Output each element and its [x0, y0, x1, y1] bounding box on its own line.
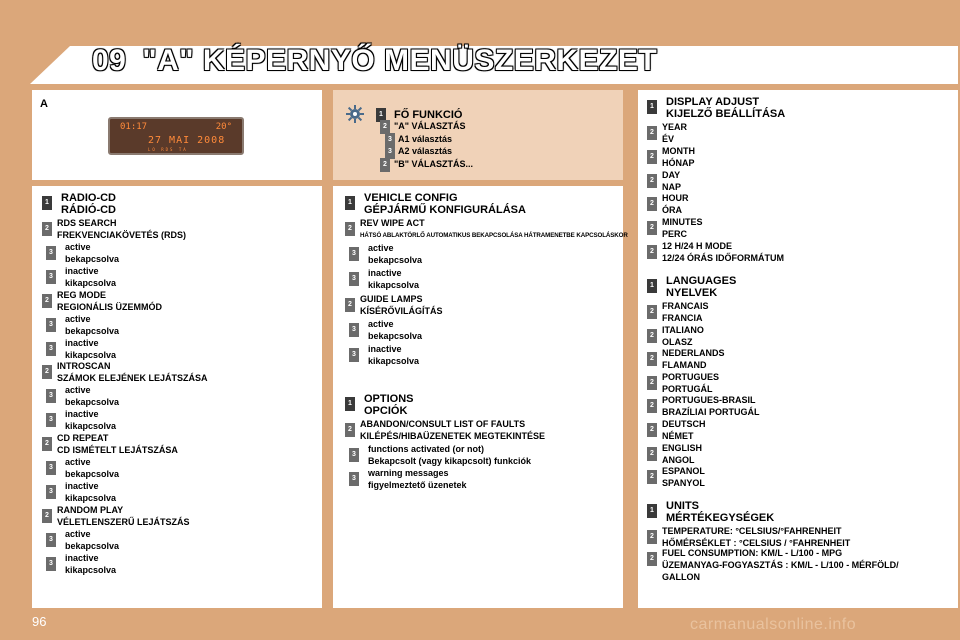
level-3-badge: 3 — [349, 323, 359, 337]
menu-item-label: GUIDE LAMPS — [360, 293, 423, 304]
section-subtitle: NYELVEK — [666, 287, 718, 299]
level-2-badge: 2 — [647, 376, 657, 390]
level-3-badge: 3 — [46, 485, 56, 499]
menu-item-sublabel: bekapcsolva — [368, 255, 423, 266]
menu-item-label: MONTH — [662, 145, 695, 156]
menu-item-label: 12 H/24 H MODE — [662, 241, 733, 251]
menu-item-label: ABANDON/CONSULT LIST OF FAULTS — [360, 419, 526, 429]
menu-item-sublabel: 12/24 ÓRÁS IDŐFORMÁTUM — [662, 253, 785, 263]
menu-item-label: inactive — [65, 337, 99, 348]
menu-item-sublabel: bekapcsolva — [368, 330, 423, 341]
menu-item-sublabel: ÓRA — [662, 205, 682, 216]
menu-item-sublabel: bekapcsolva — [65, 325, 120, 336]
level-2-badge: 2 — [345, 298, 355, 312]
menu-item-label: NEDERLANDS — [662, 348, 725, 359]
level-3-badge: 3 — [46, 318, 56, 332]
level-2-badge: 2 — [345, 222, 355, 236]
level-2-badge: 2 — [647, 447, 657, 461]
level-1-badge: 1 — [345, 196, 355, 210]
level-2-badge: 2 — [345, 423, 355, 437]
lcd-sub: LO RDS TA — [148, 147, 188, 152]
level-2-badge: 2 — [42, 365, 52, 379]
lcd-time: 01:17 — [120, 122, 148, 132]
menu-item-label: active — [65, 241, 91, 252]
menu-item-label: HOUR — [662, 193, 689, 204]
level-3-badge: 3 — [46, 246, 56, 260]
menu-item-label: DEUTSCH — [662, 419, 706, 429]
menu-item-sublabel: ÜZEMANYAG-FOGYASZTÁS : KM/L - L/100 - MÉRFÖLD/ — [662, 560, 899, 570]
menu-item-label: warning messages — [368, 468, 449, 478]
menu-item-sublabel: FREKVENCIAKÖVETÉS (RDS) — [57, 230, 187, 240]
menu-item-sublabel: BRAZÍLIAI PORTUGÁL — [662, 407, 760, 418]
level-2-badge: 2 — [380, 158, 390, 172]
level-2-badge: 2 — [647, 329, 657, 343]
menu-item-sublabel: kikapcsolva — [65, 564, 117, 575]
menu-item-label: RDS SEARCH — [57, 218, 117, 228]
level-2-badge: 2 — [647, 352, 657, 366]
menu-item-label: inactive — [368, 344, 402, 354]
menu-item-sublabel: FRANCIA — [662, 313, 703, 323]
level-2-badge: 2 — [647, 423, 657, 437]
section-subtitle: RÁDIÓ-CD — [61, 204, 116, 216]
menu-item-label: active — [65, 385, 91, 396]
settings-icon — [345, 104, 365, 124]
menu-item-sublabel: OLASZ — [662, 336, 693, 347]
level-2-badge: 2 — [647, 552, 657, 566]
watermark: carmanualsonline.info — [690, 616, 857, 633]
section-title: VEHICLE CONFIG — [364, 192, 458, 204]
section-title: DISPLAY ADJUST — [666, 96, 760, 108]
main-function-item: FŐ FUNKCIÓ — [394, 109, 463, 121]
menu-item-sublabel: NÉMET — [662, 431, 694, 441]
section-subtitle: KIJELZŐ BEÁLLÍTÁSA — [666, 108, 786, 120]
menu-item-label: INTROSCAN — [57, 361, 111, 372]
menu-item-label: active — [65, 457, 91, 467]
menu-item-sublabel: HÁTSÓ ABLAKTÖRLŐ AUTOMATIKUS BEKAPCSOLÁSA HÁTRAMENETBE KAPCSOLÁSKOR — [360, 232, 628, 239]
menu-item-label: RANDOM PLAY — [57, 504, 124, 515]
menu-item-label: ESPANOL — [662, 466, 705, 477]
level-3-badge: 3 — [46, 413, 56, 427]
level-3-badge: 3 — [349, 448, 359, 462]
level-3-badge: 3 — [349, 272, 359, 286]
menu-item-label: REV WIPE ACT — [360, 218, 425, 228]
level-3-badge: 3 — [46, 557, 56, 571]
section-subtitle: MÉRTÉKEGYSÉGEK — [666, 512, 775, 524]
level-3-badge: 3 — [46, 270, 56, 284]
lcd-temp: 20° — [215, 122, 232, 132]
level-3-badge: 3 — [385, 145, 395, 159]
level-2-badge: 2 — [647, 174, 657, 188]
level-2-badge: 2 — [42, 222, 52, 236]
menu-item-sublabel: FLAMAND — [662, 360, 707, 371]
page-number: 96 — [32, 614, 47, 629]
section-title: RADIO-CD — [61, 192, 116, 204]
level-2-badge: 2 — [647, 126, 657, 140]
menu-item-sublabel: bekapcsolva — [65, 469, 120, 479]
level-2-badge: 2 — [42, 437, 52, 451]
level-2-badge: 2 — [647, 305, 657, 319]
level-2-badge: 2 — [647, 399, 657, 413]
menu-item-label: inactive — [65, 265, 99, 276]
menu-item-label: PORTUGUES-BRASIL — [662, 395, 756, 406]
menu-item-sublabel: kikapcsolva — [368, 280, 420, 291]
menu-item-label: ENGLISH — [662, 442, 703, 453]
level-2-badge: 2 — [647, 150, 657, 164]
menu-item-sublabel: bekapcsolva — [65, 540, 120, 551]
menu-item-label: inactive — [368, 268, 402, 279]
level-1-badge: 1 — [647, 504, 657, 518]
menu-item-label: MINUTES — [662, 217, 703, 228]
level-3-badge: 3 — [46, 342, 56, 356]
level-3-badge: 3 — [46, 461, 56, 475]
section-title: LANGUAGES — [666, 275, 737, 287]
menu-item-sublabel: PORTUGÁL — [662, 383, 713, 394]
section-title: UNITS — [666, 500, 699, 512]
level-2-badge: 2 — [647, 470, 657, 484]
menu-item-sublabel: NAP — [662, 181, 682, 192]
level-2-badge: 2 — [647, 221, 657, 235]
menu-item-sublabel: REGIONÁLIS ÜZEMMÓD — [57, 301, 162, 312]
level-1-badge: 1 — [376, 108, 386, 122]
level-3-badge: 3 — [349, 348, 359, 362]
level-3-badge: 3 — [46, 533, 56, 547]
menu-item-label: CD REPEAT — [57, 433, 109, 444]
level-3-badge: 3 — [349, 247, 359, 261]
level-1-badge: 1 — [647, 100, 657, 114]
menu-item-sublabel: PERC — [662, 229, 688, 240]
menu-item-sublabel: CD ISMÉTELT LEJÁTSZÁSA — [57, 445, 178, 456]
menu-item-label: YEAR — [662, 122, 688, 132]
page-title — [92, 44, 657, 78]
main-function-item: "B" VÁLASZTÁS... — [394, 158, 474, 169]
menu-item-sublabel: kikapcsolva — [65, 277, 117, 288]
section-title: OPTIONS — [364, 393, 414, 405]
level-1-badge: 1 — [42, 196, 52, 210]
menu-item-label: FRANCAIS — [662, 301, 709, 311]
menu-item-label: active — [368, 318, 394, 329]
main-function-item: A2 választás — [398, 146, 453, 156]
menu-item-sublabel: SZÁMOK ELEJÉNEK LEJÁTSZÁSA — [57, 373, 208, 384]
level-3-badge: 3 — [46, 389, 56, 403]
level-2-badge: 2 — [380, 120, 390, 134]
menu-item-sublabel: SPANYOL — [662, 478, 705, 489]
menu-item-sublabel: ÉV — [662, 134, 675, 144]
menu-item-sublabel: kikapcsolva — [368, 356, 420, 366]
menu-item-sublabel: HŐMÉRSÉKLET : °CELSIUS / °FAHRENHEIT — [662, 538, 851, 548]
lcd-date: 27 MAI 2008 — [148, 135, 226, 146]
section-subtitle: OPCIÓK — [364, 405, 408, 417]
chapter-number: 09 — [92, 44, 127, 77]
menu-item-label: active — [65, 313, 91, 324]
menu-item-label: TEMPERATURE: °CELSIUS/°FAHRENHEIT — [662, 526, 842, 536]
level-1-badge: 1 — [345, 397, 355, 411]
level-3-badge: 3 — [349, 472, 359, 486]
menu-item-label: ITALIANO — [662, 324, 704, 335]
menu-item-label: FUEL CONSUMPTION: KM/L - L/100 - MPG — [662, 548, 843, 558]
level-1-badge: 1 — [647, 279, 657, 293]
level-2-badge: 2 — [647, 197, 657, 211]
menu-item-sublabel: bekapcsolva — [65, 253, 120, 264]
menu-item-label: functions activated (or not) — [368, 443, 485, 454]
menu-item-sublabel: KILÉPÉS/HIBAÜZENETEK MEGTEKINTÉSE — [360, 431, 546, 441]
menu-item-label: inactive — [65, 552, 99, 563]
chapter-title: "A" KÉPERNYŐ MENÜSZERKEZET — [142, 44, 658, 77]
section-subtitle: GÉPJÁRMŰ KONFIGURÁLÁSA — [364, 204, 526, 216]
level-2-badge: 2 — [647, 245, 657, 259]
menu-item-label: REG MODE — [57, 289, 107, 300]
menu-item-label: inactive — [65, 480, 99, 491]
menu-item-sublabel: ANGOL — [662, 454, 695, 465]
level-3-badge: 3 — [385, 133, 395, 147]
main-function-item: A1 választás — [398, 133, 453, 144]
menu-item-label: DAY — [662, 169, 681, 180]
menu-item-sublabel: Bekapcsolt (vagy kikapcsolt) funkciók — [368, 455, 532, 466]
menu-item-label: active — [368, 243, 394, 254]
menu-item-sublabel: kikapcsolva — [65, 349, 117, 360]
lcd-display — [108, 117, 244, 155]
menu-item-sublabel: figyelmeztető üzenetek — [368, 480, 467, 490]
level-2-badge: 2 — [42, 509, 52, 523]
level-2-badge: 2 — [647, 530, 657, 544]
menu-item-sublabel: kikapcsolva — [65, 492, 117, 503]
menu-item-sublabel: kikapcsolva — [65, 421, 117, 432]
menu-item-sublabel: VÉLETLENSZERŰ LEJÁTSZÁS — [57, 516, 190, 527]
menu-item-label: PORTUGUES — [662, 371, 720, 382]
menu-item-label: active — [65, 528, 91, 539]
menu-item-sublabel: bekapcsolva — [65, 397, 120, 408]
menu-item-sublabel: HÓNAP — [662, 157, 695, 168]
screen-a-label: A — [40, 98, 48, 110]
menu-item-sublabel: GALLON — [662, 572, 700, 582]
menu-item-sublabel: KÍSÉRŐVILÁGÍTÁS — [360, 305, 443, 316]
menu-item-label: inactive — [65, 409, 99, 420]
main-function-panel — [333, 90, 623, 180]
main-function-item: "A" VÁLASZTÁS — [394, 121, 466, 131]
level-2-badge: 2 — [42, 294, 52, 308]
